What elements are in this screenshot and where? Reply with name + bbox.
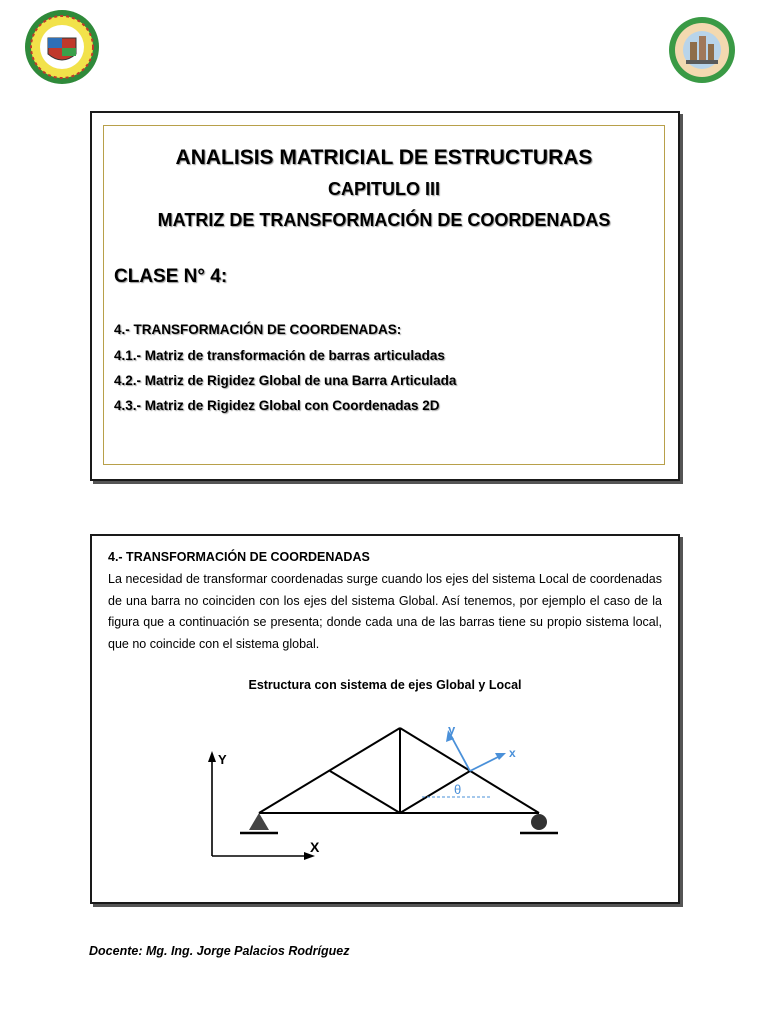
- local-y-label: y: [448, 722, 456, 737]
- toc-item: 4.- TRANSFORMACIÓN DE COORDENADAS:: [114, 322, 402, 337]
- docente-footer: Docente: Mg. Ing. Jorge Palacios Rodríguez: [89, 944, 350, 958]
- university-logo: [24, 8, 100, 86]
- roller-support: [520, 814, 558, 833]
- toc-item: 4.1.- Matriz de transformación de barras articuladas: [114, 348, 445, 363]
- section-heading: 4.- TRANSFORMACIÓN DE COORDENADAS: [108, 550, 370, 564]
- global-axes: [208, 751, 320, 860]
- section-slide: [90, 534, 680, 904]
- local-axes: [422, 722, 516, 797]
- toc-item: 4.3.- Matriz de Rigidez Global con Coordenadas 2D: [114, 398, 440, 413]
- main-title: ANALISIS MATRICIAL DE ESTRUCTURAS: [175, 146, 593, 169]
- global-x-label: X: [310, 839, 320, 855]
- truss-diagram: [92, 706, 678, 866]
- local-x-label: x: [509, 746, 516, 760]
- chapter-subtitle: MATRIZ DE TRANSFORMACIÓN DE COORDENADAS: [157, 210, 611, 230]
- figure-title: Estructura con sistema de ejes Global y Local: [248, 678, 522, 692]
- angle-theta-label: θ: [454, 782, 462, 797]
- class-label: CLASE N° 4:: [114, 266, 228, 287]
- toc-item: 4.2.- Matriz de Rigidez Global de una Barra Articulada: [114, 373, 457, 388]
- chapter-title: CAPITULO III: [328, 179, 440, 199]
- global-y-label: Y: [218, 752, 227, 767]
- cover-inner-frame: [103, 125, 665, 465]
- civil-engineering-logo: [668, 16, 736, 84]
- pin-support: [240, 813, 278, 833]
- cover-slide: [90, 111, 680, 481]
- section-body: La necesidad de transformar coordenadas surge cuando los ejes del sistema Local de coordenadas de una barra no coinciden con los ejes del sistema Global. Así tenemos, por ejemplo el caso de la figura que a continuación se presenta; donde cada una de las barras tiene su propio sistema local, que no coincide con el sistema global.: [108, 572, 662, 651]
- truss-bars: [259, 728, 539, 813]
